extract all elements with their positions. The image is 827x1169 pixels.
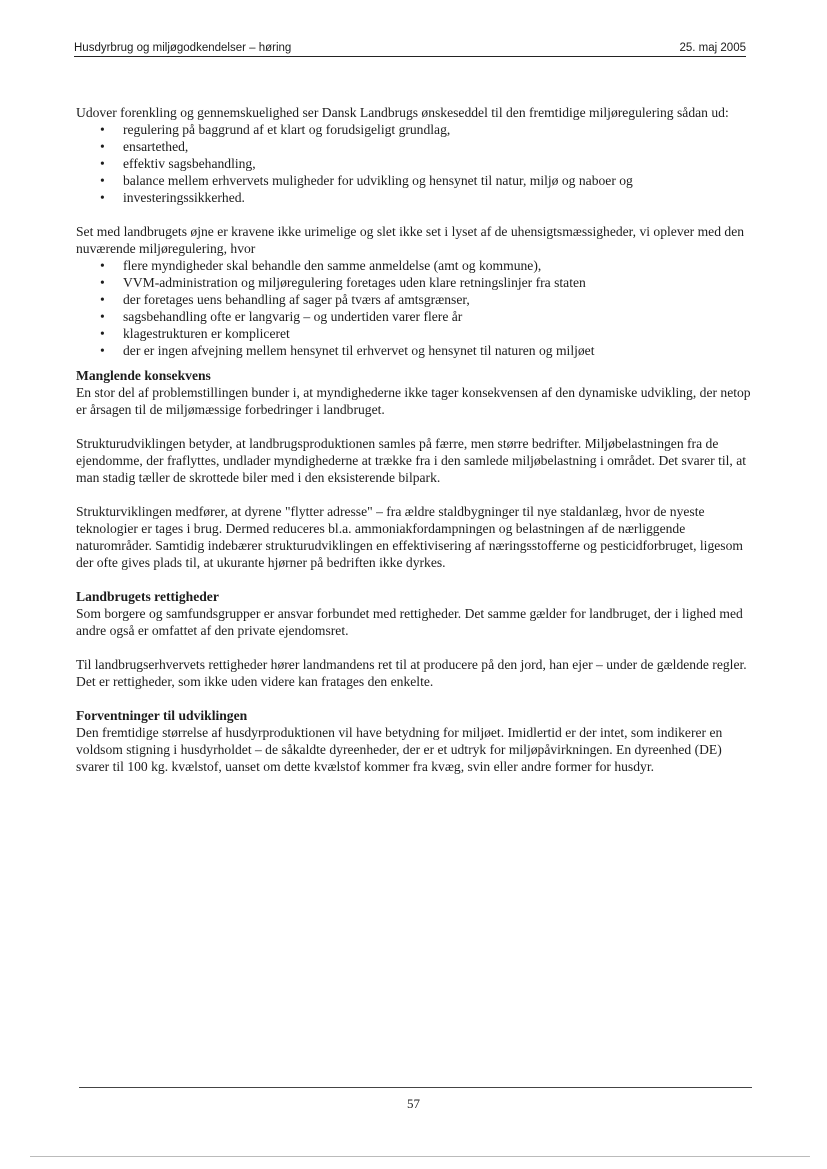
header-title: Husdyrbrug og miljøgodkendelser – høring (74, 42, 292, 54)
section-heading-rettigheder: Landbrugets rettigheder (76, 589, 219, 604)
body-paragraph: Den fremtidige størrelse af husdyrproduktionen vil have betydning for miljøet. Imidlertid er der intet, som indikerer en voldsom stigning i husdyrholdet – de såkaldte dyreenheder, der er et udtryk for miljøpåvirkningen. En dyreenhed (DE) svarer til 100 kg. kvælstof, uanset om dette kvælstof kommer fra kvæg, svin eller andre former for husdyr. (76, 725, 723, 774)
list-item: • ensartethed, (76, 138, 752, 155)
header-date: 25. maj 2005 (679, 42, 746, 54)
problems-paragraph: Set med landbrugets øjne er kravene ikke urimelige og slet ikke set i lyset af de uhensigtsmæssigheder, vi oplever med den nuværende miljøregulering, hvor (76, 224, 745, 256)
list-item: • investeringssikkerhed. (76, 189, 752, 206)
page-number: 57 (407, 1096, 420, 1111)
list-item: • regulering på baggrund af et klart og forudsigeligt grundlag, (76, 121, 752, 138)
wishlist-bullets (76, 121, 752, 206)
list-item: • balance mellem erhvervets muligheder for udvikling og hensynet til natur, miljø og naboer og (76, 172, 752, 189)
section-heading-konsekvens: Manglende konsekvens (76, 368, 211, 383)
list-item: • der foretages uens behandling af sager på tværs af amtsgrænser, (76, 291, 752, 308)
list-item: • der er ingen afvejning mellem hensynet til erhvervet og hensynet til naturen og miljøet (76, 342, 752, 359)
intro-paragraph: Udover forenkling og gennemskuelighed ser Dansk Landbrugs ønskeseddel til den fremtidige miljøregulering sådan ud: (76, 105, 729, 120)
footer-divider (79, 1087, 752, 1088)
problems-bullets (76, 257, 752, 359)
scan-edge-line (30, 1156, 810, 1157)
list-item: • sagsbehandling ofte er langvarig – og undertiden varer flere år (76, 308, 752, 325)
list-item: • VVM-administration og miljøregulering foretages uden klare retningslinjer fra staten (76, 274, 752, 291)
body-paragraph: En stor del af problemstillingen bunder i, at myndighederne ikke tager konsekvensen af den dynamiske udvikling, der netop er årsagen til de miljømæssige forbedringer i landbruget. (76, 385, 751, 417)
body-paragraph: Som borgere og samfundsgrupper er ansvar forbundet med rettigheder. Det samme gælder for landbruget, der i lighed med andre også er omfattet af den private ejendomsret. (76, 606, 743, 638)
body-paragraph: Strukturviklingen medfører, at dyrene "flytter adresse" – fra ældre staldbygninger til nye staldanlæg, hvor de nyeste teknologier er tages i brug. Dermed reduceres bl.a. ammoniakfordampningen og belastningen af de nærliggende naturområder. Samtidig indebærer strukturudviklingen en effektivisering af næringsstofferne og pesticidforbruget, ligesom der ofte gives plads til, at ukurante hjørner på bedriften ikke dyrkes. (76, 504, 743, 570)
section-heading-forventninger: Forventninger til udviklingen (76, 708, 248, 723)
body-paragraph: Strukturudviklingen betyder, at landbrugsproduktionen samles på færre, men større bedrifter. Miljøbelastningen fra de ejendomme, der fraflyttes, undlader myndighederne at trække fra i den samlede miljøbelastning i området. Det svarer til, at man stadig tæller de skrottede biler med i den eksisterende bilpark. (76, 436, 747, 485)
body-paragraph: Til landbrugserhvervets rettigheder hører landmandens ret til at producere på den jord, han ejer – under de gældende regler. Det er rettigheder, som ikke uden videre kan fratages den enkelte. (76, 657, 747, 689)
document-body (76, 104, 752, 775)
page-header (74, 36, 746, 57)
list-item: • klagestrukturen er kompliceret (76, 325, 752, 342)
list-item: • effektiv sagsbehandling, (76, 155, 752, 172)
list-item: • flere myndigheder skal behandle den samme anmeldelse (amt og kommune), (76, 257, 752, 274)
